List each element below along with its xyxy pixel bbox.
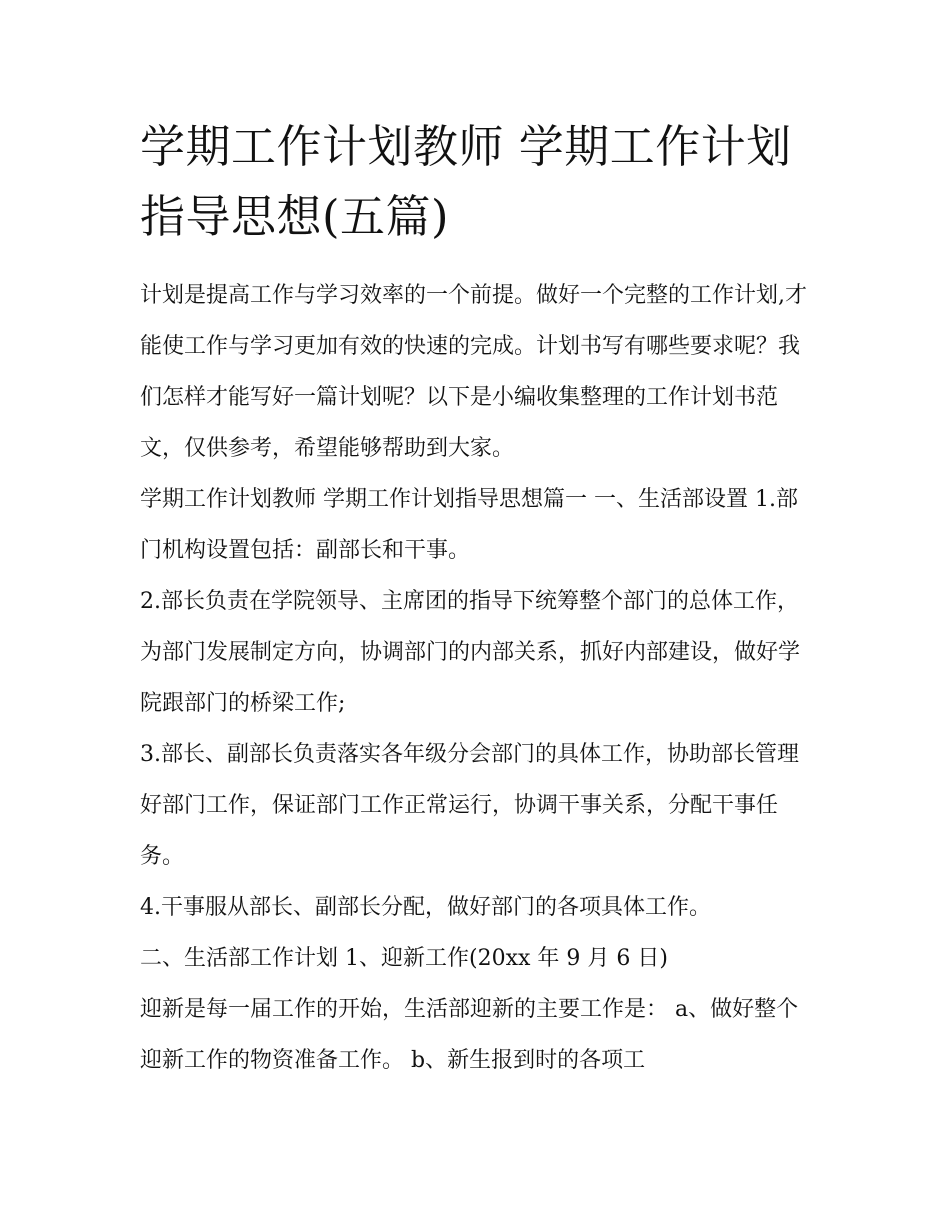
paragraph-section-one: 学期工作计划教师 学期工作计划指导思想篇一 一、生活部设置 1.部门机构设置包括：副部长和干事。	[140, 487, 798, 563]
paragraph-welcome: 迎新是每一届工作的开始，生活部迎新的主要工作是： a、做好整个迎新工作的物资准备工作。 b、新生报到时的各项工	[140, 997, 799, 1073]
document-body	[140, 112, 815, 1086]
paragraph-item-4: 4.干事服从部长、副部长分配，做好部门的各项具体工作。	[140, 895, 711, 920]
document-title: 学期工作计划教师 学期工作计划指导思想(五篇)	[140, 120, 792, 243]
paragraph-intro: 计划是提高工作与学习效率的一个前提。做好一个完整的工作计划,才能使工作与学习更加有效的快速的完成。计划书写有哪些要求呢？我们怎样才能写好一篇计划呢？以下是小编收集整理的工作计划书范文，仅供参考，希望能够帮助到大家。	[140, 283, 807, 461]
paragraph-item-3: 3.部长、副部长负责落实各年级分会部门的具体工作，协助部长管理好部门工作，保证部门工作正常运行，协调干事关系，分配干事任务。	[140, 742, 799, 869]
paragraph-item-2: 2.部长负责在学院领导、主席团的指导下统筹整个部门的总体工作，为部门发展制定方向，协调部门的内部关系，抓好内部建设，做好学院跟部门的桥梁工作;	[140, 589, 801, 716]
paragraph-section-two: 二、生活部工作计划 1、迎新工作(20xx 年 9 月 6 日)	[140, 946, 668, 971]
